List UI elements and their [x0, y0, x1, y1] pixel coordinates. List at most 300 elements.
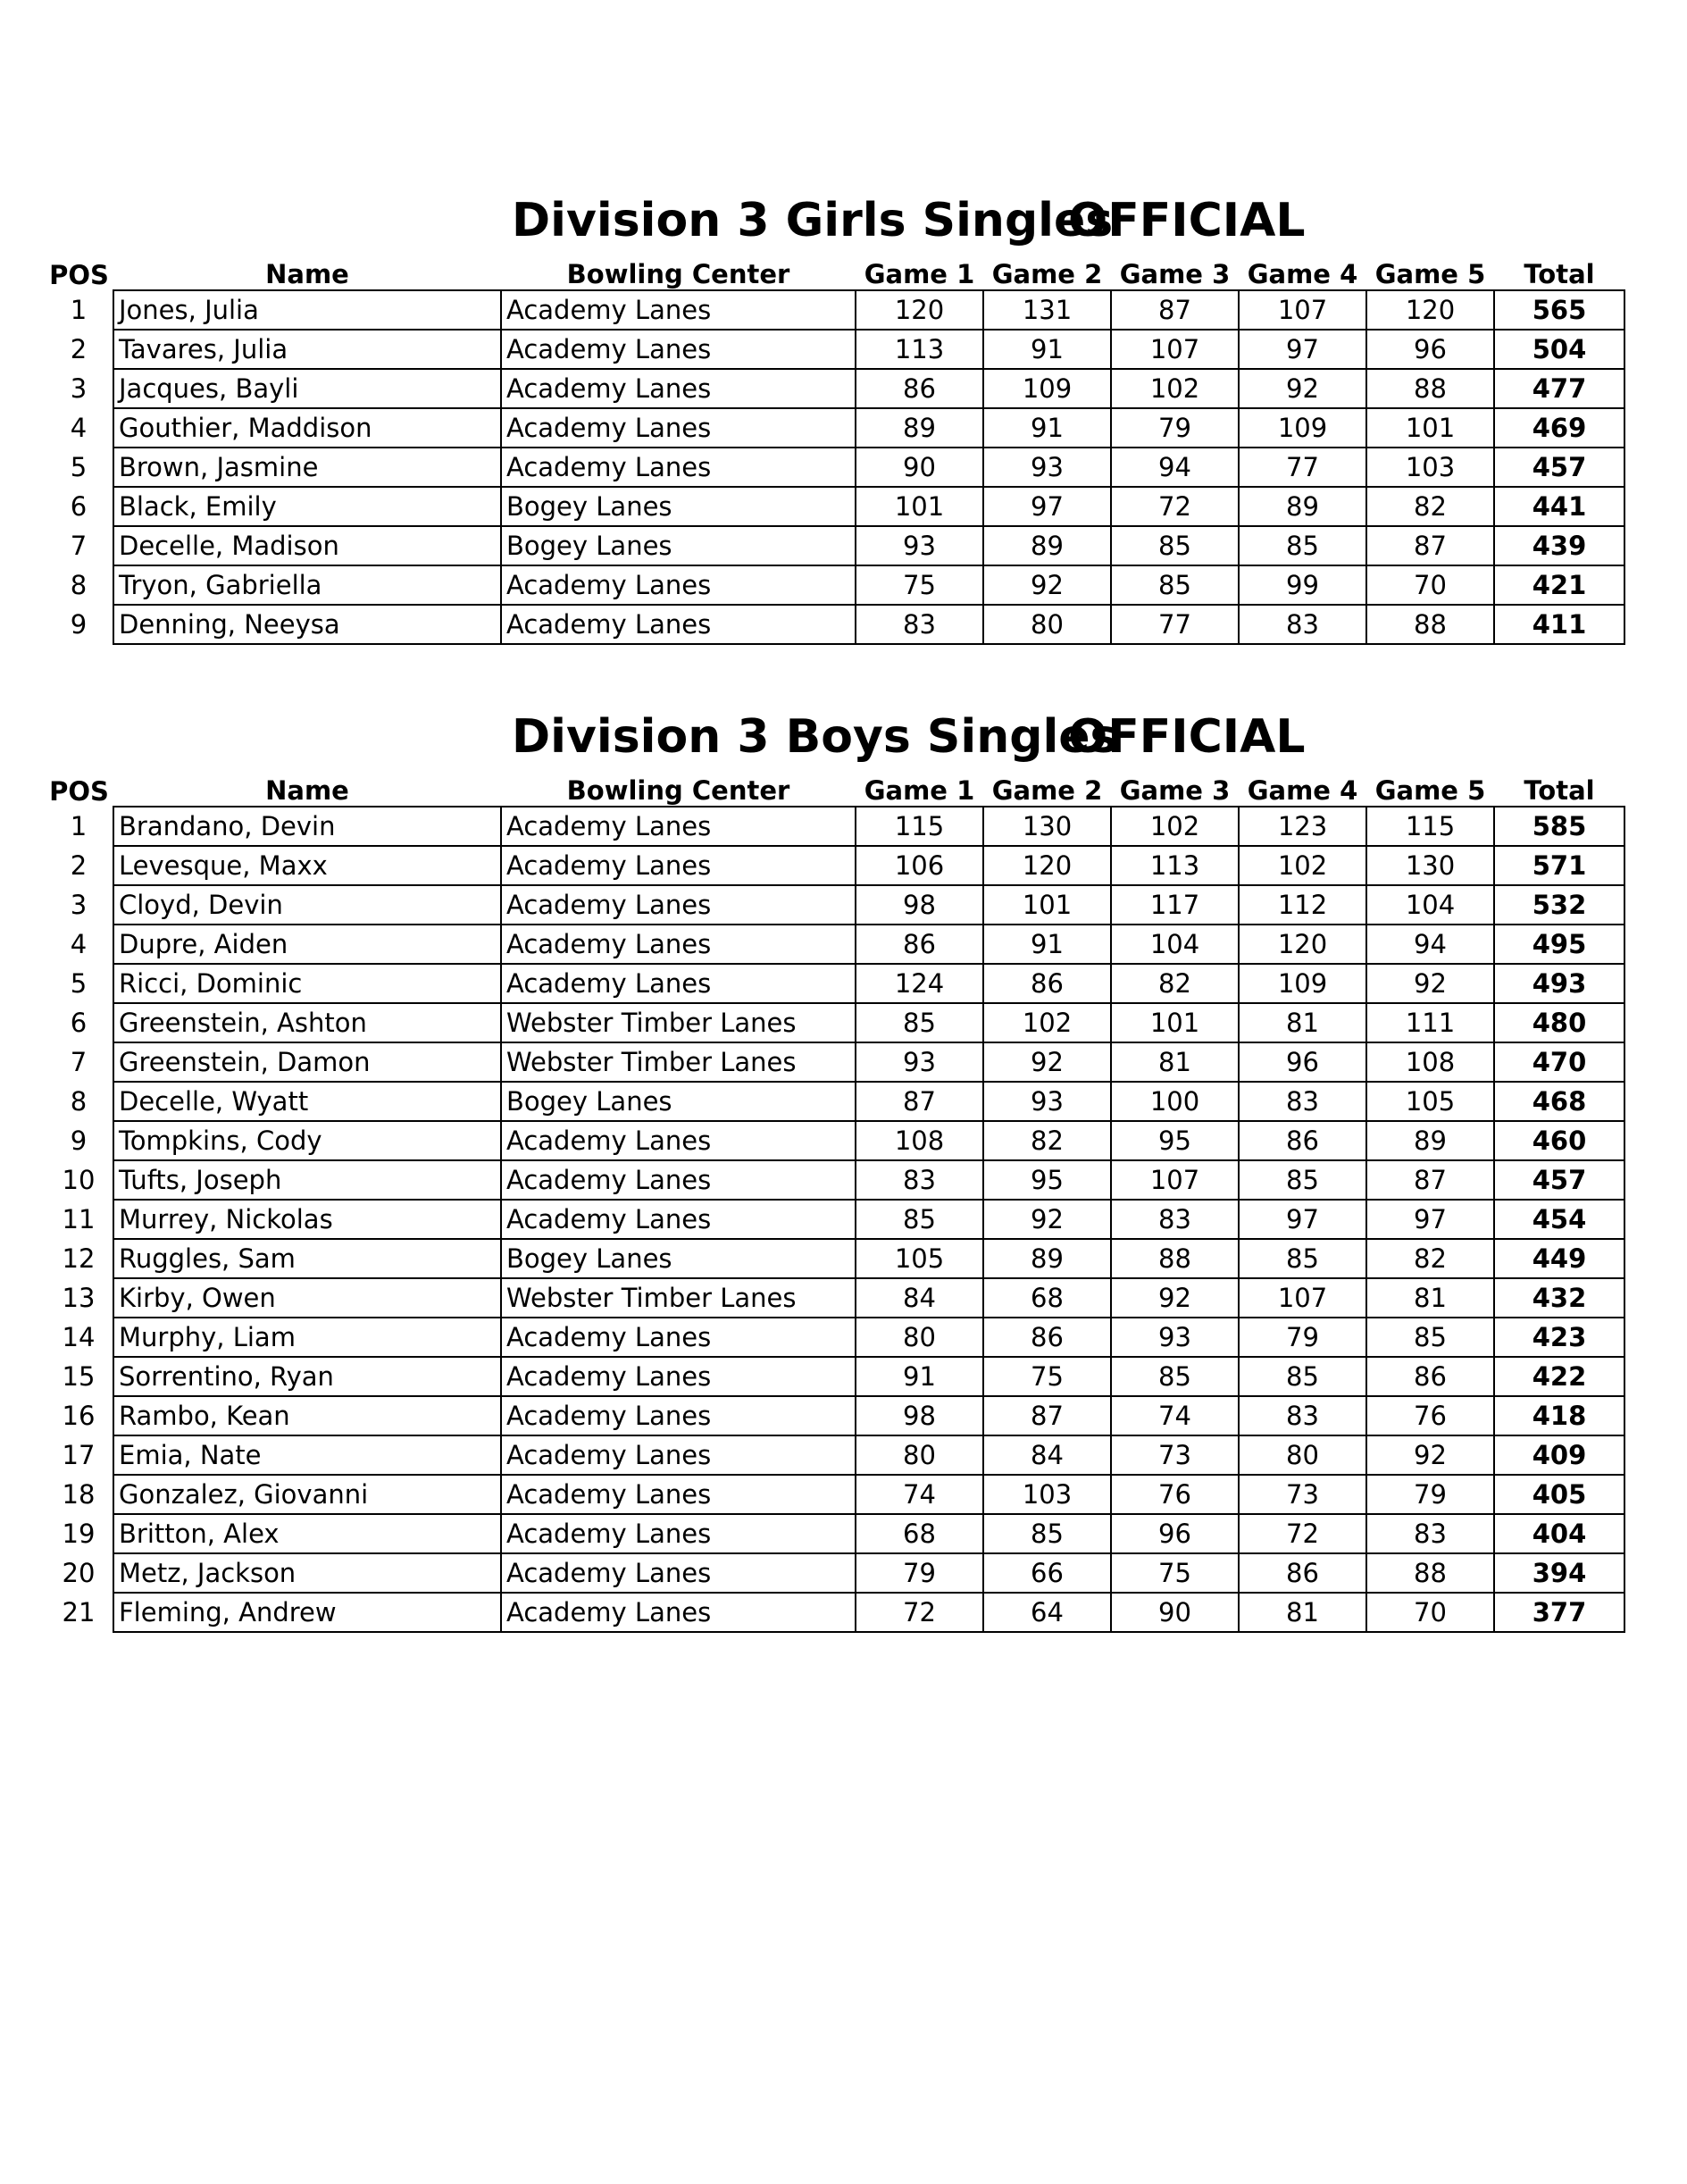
game-1-cell: 80	[856, 1435, 983, 1475]
total-cell: 439	[1494, 526, 1624, 565]
game-2-cell: 91	[983, 408, 1111, 448]
table-row	[45, 1042, 1624, 1082]
game-5-cell: 111	[1366, 1003, 1494, 1042]
name-cell: Dupre, Aiden	[113, 925, 501, 964]
official-status: OFFICIAL	[1068, 710, 1306, 764]
game-3-cell: 73	[1111, 1435, 1239, 1475]
table-row	[45, 565, 1624, 605]
bowling-center-cell: Academy Lanes	[501, 885, 856, 925]
total-cell: 468	[1494, 1082, 1624, 1121]
game-3-cell: 117	[1111, 885, 1239, 925]
game-1-cell: 98	[856, 885, 983, 925]
table-row	[45, 526, 1624, 565]
game-3-cell: 85	[1111, 1357, 1239, 1396]
column-header-bowling-center: Bowling Center	[566, 775, 790, 806]
game-2-cell: 66	[983, 1553, 1111, 1593]
game-3-cell: 101	[1111, 1003, 1239, 1042]
table-row	[45, 448, 1624, 487]
column-header-pos: POS	[49, 260, 109, 290]
game-1-cell: 124	[856, 964, 983, 1003]
bowling-center-cell: Academy Lanes	[501, 408, 856, 448]
game-1-cell: 86	[856, 369, 983, 408]
column-header-total: Total	[1524, 775, 1595, 806]
game-2-cell: 89	[983, 526, 1111, 565]
table-row	[45, 1514, 1624, 1553]
game-3-cell: 85	[1111, 526, 1239, 565]
name-cell: Black, Emily	[113, 487, 501, 526]
game-4-cell: 73	[1239, 1475, 1366, 1514]
table-row	[45, 846, 1624, 885]
pos-cell: 21	[62, 1597, 96, 1628]
column-header-game-4: Game 4	[1247, 259, 1358, 289]
game-5-cell: 96	[1366, 330, 1494, 369]
total-cell: 504	[1494, 330, 1624, 369]
table-row	[45, 408, 1624, 448]
game-2-cell: 80	[983, 605, 1111, 644]
game-5-cell: 108	[1366, 1042, 1494, 1082]
total-cell: 457	[1494, 1160, 1624, 1200]
game-1-cell: 93	[856, 526, 983, 565]
game-3-cell: 90	[1111, 1593, 1239, 1632]
bowling-center-cell: Academy Lanes	[501, 846, 856, 885]
game-5-cell: 115	[1366, 807, 1494, 846]
total-cell: 457	[1494, 448, 1624, 487]
total-cell: 421	[1494, 565, 1624, 605]
pos-cell: 15	[62, 1361, 96, 1392]
game-5-cell: 87	[1366, 526, 1494, 565]
game-5-cell: 70	[1366, 1593, 1494, 1632]
game-2-cell: 97	[983, 487, 1111, 526]
game-1-cell: 87	[856, 1082, 983, 1121]
game-2-cell: 84	[983, 1435, 1111, 1475]
game-3-cell: 74	[1111, 1396, 1239, 1435]
bowling-center-cell: Bogey Lanes	[501, 1082, 856, 1121]
section-title: Division 3 Boys Singles	[512, 710, 1118, 764]
table-row	[45, 885, 1624, 925]
total-cell: 565	[1494, 290, 1624, 330]
game-4-cell: 107	[1239, 290, 1366, 330]
game-2-cell: 64	[983, 1593, 1111, 1632]
game-4-cell: 79	[1239, 1318, 1366, 1357]
table-row	[45, 1082, 1624, 1121]
pos-cell: 6	[70, 1008, 88, 1038]
column-header-name: Name	[265, 775, 349, 806]
bowling-center-cell: Academy Lanes	[501, 1553, 856, 1593]
game-2-cell: 92	[983, 1200, 1111, 1239]
game-2-cell: 130	[983, 807, 1111, 846]
pos-cell: 4	[70, 413, 88, 443]
game-4-cell: 89	[1239, 487, 1366, 526]
game-2-cell: 86	[983, 964, 1111, 1003]
name-cell: Rambo, Kean	[113, 1396, 501, 1435]
game-1-cell: 84	[856, 1278, 983, 1318]
total-cell: 532	[1494, 885, 1624, 925]
bowling-center-cell: Academy Lanes	[501, 1435, 856, 1475]
table-row	[45, 1475, 1624, 1514]
game-5-cell: 103	[1366, 448, 1494, 487]
name-cell: Denning, Neeysa	[113, 605, 501, 644]
bowling-center-cell: Academy Lanes	[501, 1396, 856, 1435]
game-5-cell: 87	[1366, 1160, 1494, 1200]
game-2-cell: 102	[983, 1003, 1111, 1042]
game-1-cell: 72	[856, 1593, 983, 1632]
bowling-center-cell: Bogey Lanes	[501, 487, 856, 526]
game-2-cell: 120	[983, 846, 1111, 885]
pos-cell: 19	[62, 1519, 96, 1549]
game-3-cell: 102	[1111, 807, 1239, 846]
column-header-game-4: Game 4	[1247, 775, 1358, 806]
game-3-cell: 100	[1111, 1082, 1239, 1121]
pos-cell: 5	[70, 968, 88, 999]
game-2-cell: 82	[983, 1121, 1111, 1160]
game-4-cell: 81	[1239, 1003, 1366, 1042]
table-header	[45, 774, 1624, 807]
bowling-center-cell: Webster Timber Lanes	[501, 1278, 856, 1318]
pos-cell: 6	[70, 491, 88, 522]
total-cell: 377	[1494, 1593, 1624, 1632]
pos-cell: 14	[62, 1322, 96, 1352]
game-3-cell: 107	[1111, 1160, 1239, 1200]
game-2-cell: 103	[983, 1475, 1111, 1514]
bowling-center-cell: Academy Lanes	[501, 1200, 856, 1239]
game-2-cell: 68	[983, 1278, 1111, 1318]
game-4-cell: 123	[1239, 807, 1366, 846]
table-row	[45, 1357, 1624, 1396]
total-cell: 441	[1494, 487, 1624, 526]
table-row	[45, 1278, 1624, 1318]
total-cell: 469	[1494, 408, 1624, 448]
game-4-cell: 97	[1239, 1200, 1366, 1239]
game-2-cell: 91	[983, 330, 1111, 369]
game-5-cell: 104	[1366, 885, 1494, 925]
game-3-cell: 104	[1111, 925, 1239, 964]
pos-cell: 7	[70, 531, 88, 561]
name-cell: Britton, Alex	[113, 1514, 501, 1553]
game-4-cell: 83	[1239, 1082, 1366, 1121]
pos-cell: 7	[70, 1047, 88, 1077]
game-1-cell: 79	[856, 1553, 983, 1593]
game-5-cell: 88	[1366, 1553, 1494, 1593]
total-cell: 571	[1494, 846, 1624, 885]
game-1-cell: 91	[856, 1357, 983, 1396]
game-2-cell: 89	[983, 1239, 1111, 1278]
table-row	[45, 1239, 1624, 1278]
game-4-cell: 83	[1239, 605, 1366, 644]
game-2-cell: 95	[983, 1160, 1111, 1200]
game-1-cell: 85	[856, 1003, 983, 1042]
pos-cell: 20	[62, 1558, 96, 1588]
bowling-center-cell: Academy Lanes	[501, 964, 856, 1003]
game-2-cell: 75	[983, 1357, 1111, 1396]
game-1-cell: 90	[856, 448, 983, 487]
name-cell: Gonzalez, Giovanni	[113, 1475, 501, 1514]
bowling-center-cell: Academy Lanes	[501, 1593, 856, 1632]
game-2-cell: 86	[983, 1318, 1111, 1357]
pos-cell: 4	[70, 929, 88, 959]
total-cell: 432	[1494, 1278, 1624, 1318]
game-4-cell: 109	[1239, 408, 1366, 448]
column-header-total: Total	[1524, 259, 1595, 289]
game-5-cell: 88	[1366, 369, 1494, 408]
pos-cell: 9	[70, 609, 88, 640]
name-cell: Greenstein, Ashton	[113, 1003, 501, 1042]
game-3-cell: 102	[1111, 369, 1239, 408]
game-2-cell: 91	[983, 925, 1111, 964]
pos-cell: 10	[62, 1165, 96, 1195]
table-row	[45, 1318, 1624, 1357]
game-4-cell: 102	[1239, 846, 1366, 885]
game-5-cell: 92	[1366, 964, 1494, 1003]
total-cell: 585	[1494, 807, 1624, 846]
game-5-cell: 97	[1366, 1200, 1494, 1239]
game-3-cell: 95	[1111, 1121, 1239, 1160]
name-cell: Ruggles, Sam	[113, 1239, 501, 1278]
game-1-cell: 86	[856, 925, 983, 964]
pos-cell: 3	[70, 373, 88, 404]
table-row	[45, 1200, 1624, 1239]
total-cell: 405	[1494, 1475, 1624, 1514]
pos-cell: 2	[70, 334, 88, 364]
game-3-cell: 93	[1111, 1318, 1239, 1357]
table-row	[45, 1553, 1624, 1593]
bowling-center-cell: Academy Lanes	[501, 448, 856, 487]
table-row	[45, 964, 1624, 1003]
pos-cell: 5	[70, 452, 88, 482]
table-row	[45, 487, 1624, 526]
game-5-cell: 130	[1366, 846, 1494, 885]
game-2-cell: 92	[983, 1042, 1111, 1082]
game-4-cell: 99	[1239, 565, 1366, 605]
game-2-cell: 101	[983, 885, 1111, 925]
game-4-cell: 85	[1239, 526, 1366, 565]
name-cell: Murphy, Liam	[113, 1318, 501, 1357]
column-header-bowling-center: Bowling Center	[566, 259, 790, 289]
game-4-cell: 80	[1239, 1435, 1366, 1475]
pos-cell: 8	[70, 570, 88, 600]
name-cell: Kirby, Owen	[113, 1278, 501, 1318]
name-cell: Fleming, Andrew	[113, 1593, 501, 1632]
game-3-cell: 72	[1111, 487, 1239, 526]
game-3-cell: 94	[1111, 448, 1239, 487]
game-4-cell: 85	[1239, 1357, 1366, 1396]
game-3-cell: 88	[1111, 1239, 1239, 1278]
bowling-center-cell: Academy Lanes	[501, 605, 856, 644]
pos-cell: 3	[70, 890, 88, 920]
game-5-cell: 82	[1366, 487, 1494, 526]
bowling-center-cell: Academy Lanes	[501, 807, 856, 846]
table-header	[45, 257, 1624, 290]
total-cell: 449	[1494, 1239, 1624, 1278]
column-header-game-1: Game 1	[864, 259, 975, 289]
total-cell: 454	[1494, 1200, 1624, 1239]
game-2-cell: 87	[983, 1396, 1111, 1435]
column-header-game-2: Game 2	[991, 259, 1103, 289]
bowling-center-cell: Academy Lanes	[501, 1318, 856, 1357]
game-3-cell: 107	[1111, 330, 1239, 369]
table-row	[45, 1396, 1624, 1435]
game-4-cell: 92	[1239, 369, 1366, 408]
total-cell: 411	[1494, 605, 1624, 644]
game-4-cell: 77	[1239, 448, 1366, 487]
game-4-cell: 109	[1239, 964, 1366, 1003]
table-row	[45, 1121, 1624, 1160]
bowling-center-cell: Academy Lanes	[501, 925, 856, 964]
game-1-cell: 108	[856, 1121, 983, 1160]
name-cell: Metz, Jackson	[113, 1553, 501, 1593]
bowling-center-cell: Webster Timber Lanes	[501, 1003, 856, 1042]
official-status: OFFICIAL	[1068, 194, 1306, 247]
game-5-cell: 76	[1366, 1396, 1494, 1435]
game-5-cell: 89	[1366, 1121, 1494, 1160]
game-4-cell: 107	[1239, 1278, 1366, 1318]
total-cell: 470	[1494, 1042, 1624, 1082]
name-cell: Tompkins, Cody	[113, 1121, 501, 1160]
game-4-cell: 120	[1239, 925, 1366, 964]
name-cell: Ricci, Dominic	[113, 964, 501, 1003]
bowling-center-cell: Academy Lanes	[501, 369, 856, 408]
bowling-center-cell: Bogey Lanes	[501, 1239, 856, 1278]
pos-cell: 2	[70, 850, 88, 881]
table-row	[45, 369, 1624, 408]
game-3-cell: 96	[1111, 1514, 1239, 1553]
game-4-cell: 85	[1239, 1239, 1366, 1278]
game-3-cell: 113	[1111, 846, 1239, 885]
table-row	[45, 1160, 1624, 1200]
bowling-center-cell: Webster Timber Lanes	[501, 1042, 856, 1082]
game-2-cell: 93	[983, 448, 1111, 487]
total-cell: 404	[1494, 1514, 1624, 1553]
game-1-cell: 74	[856, 1475, 983, 1514]
game-3-cell: 79	[1111, 408, 1239, 448]
pos-cell: 8	[70, 1086, 88, 1117]
game-5-cell: 94	[1366, 925, 1494, 964]
game-4-cell: 85	[1239, 1160, 1366, 1200]
name-cell: Emia, Nate	[113, 1435, 501, 1475]
game-1-cell: 106	[856, 846, 983, 885]
game-5-cell: 82	[1366, 1239, 1494, 1278]
pos-cell: 18	[62, 1479, 96, 1510]
total-cell: 480	[1494, 1003, 1624, 1042]
name-cell: Gouthier, Maddison	[113, 408, 501, 448]
game-2-cell: 92	[983, 565, 1111, 605]
name-cell: Brandano, Devin	[113, 807, 501, 846]
game-2-cell: 85	[983, 1514, 1111, 1553]
game-2-cell: 131	[983, 290, 1111, 330]
name-cell: Jacques, Bayli	[113, 369, 501, 408]
game-2-cell: 93	[983, 1082, 1111, 1121]
name-cell: Greenstein, Damon	[113, 1042, 501, 1082]
game-5-cell: 92	[1366, 1435, 1494, 1475]
girls-scores-table	[45, 257, 1625, 645]
pos-cell: 1	[70, 811, 88, 841]
table-row	[45, 1593, 1624, 1632]
bowling-center-cell: Academy Lanes	[501, 1357, 856, 1396]
section-title: Division 3 Girls Singles	[512, 194, 1114, 247]
game-5-cell: 120	[1366, 290, 1494, 330]
game-1-cell: 115	[856, 807, 983, 846]
pos-cell: 1	[70, 295, 88, 325]
name-cell: Decelle, Madison	[113, 526, 501, 565]
game-4-cell: 81	[1239, 1593, 1366, 1632]
girls-singles-title	[45, 189, 1625, 252]
table-row	[45, 1003, 1624, 1042]
bowling-center-cell: Academy Lanes	[501, 1475, 856, 1514]
pos-cell: 12	[62, 1243, 96, 1274]
total-cell: 477	[1494, 369, 1624, 408]
game-1-cell: 93	[856, 1042, 983, 1082]
game-1-cell: 80	[856, 1318, 983, 1357]
game-4-cell: 72	[1239, 1514, 1366, 1553]
game-1-cell: 75	[856, 565, 983, 605]
pos-cell: 11	[62, 1204, 96, 1234]
game-3-cell: 87	[1111, 290, 1239, 330]
game-1-cell: 68	[856, 1514, 983, 1553]
game-2-cell: 109	[983, 369, 1111, 408]
name-cell: Sorrentino, Ryan	[113, 1357, 501, 1396]
table-row	[45, 605, 1624, 644]
column-header-game-3: Game 3	[1119, 775, 1231, 806]
game-5-cell: 105	[1366, 1082, 1494, 1121]
table-body	[45, 290, 1624, 644]
bowling-center-cell: Academy Lanes	[501, 1121, 856, 1160]
boys-singles-title	[45, 706, 1625, 768]
table-row	[45, 290, 1624, 330]
game-1-cell: 89	[856, 408, 983, 448]
table-row	[45, 1435, 1624, 1475]
bowling-center-cell: Academy Lanes	[501, 1514, 856, 1553]
column-header-game-2: Game 2	[991, 775, 1103, 806]
name-cell: Decelle, Wyatt	[113, 1082, 501, 1121]
total-cell: 493	[1494, 964, 1624, 1003]
pos-cell: 17	[62, 1440, 96, 1470]
game-5-cell: 101	[1366, 408, 1494, 448]
game-3-cell: 77	[1111, 605, 1239, 644]
name-cell: Tufts, Joseph	[113, 1160, 501, 1200]
column-header-pos: POS	[49, 776, 109, 807]
pos-cell: 16	[62, 1401, 96, 1431]
bowling-center-cell: Bogey Lanes	[501, 526, 856, 565]
pos-cell: 9	[70, 1125, 88, 1156]
game-3-cell: 82	[1111, 964, 1239, 1003]
game-3-cell: 83	[1111, 1200, 1239, 1239]
game-1-cell: 83	[856, 605, 983, 644]
bowling-center-cell: Academy Lanes	[501, 1160, 856, 1200]
game-5-cell: 86	[1366, 1357, 1494, 1396]
table-row	[45, 330, 1624, 369]
pos-cell: 13	[62, 1283, 96, 1313]
game-3-cell: 85	[1111, 565, 1239, 605]
game-1-cell: 83	[856, 1160, 983, 1200]
table-body	[45, 807, 1624, 1632]
total-cell: 460	[1494, 1121, 1624, 1160]
boys-scores-table	[45, 774, 1625, 1633]
game-1-cell: 120	[856, 290, 983, 330]
column-header-game-5: Game 5	[1374, 259, 1486, 289]
total-cell: 418	[1494, 1396, 1624, 1435]
game-4-cell: 96	[1239, 1042, 1366, 1082]
game-4-cell: 83	[1239, 1396, 1366, 1435]
total-cell: 422	[1494, 1357, 1624, 1396]
total-cell: 409	[1494, 1435, 1624, 1475]
column-header-game-1: Game 1	[864, 775, 975, 806]
table-row	[45, 925, 1624, 964]
name-cell: Jones, Julia	[113, 290, 501, 330]
name-cell: Tavares, Julia	[113, 330, 501, 369]
total-cell: 394	[1494, 1553, 1624, 1593]
game-1-cell: 98	[856, 1396, 983, 1435]
game-3-cell: 81	[1111, 1042, 1239, 1082]
game-5-cell: 79	[1366, 1475, 1494, 1514]
